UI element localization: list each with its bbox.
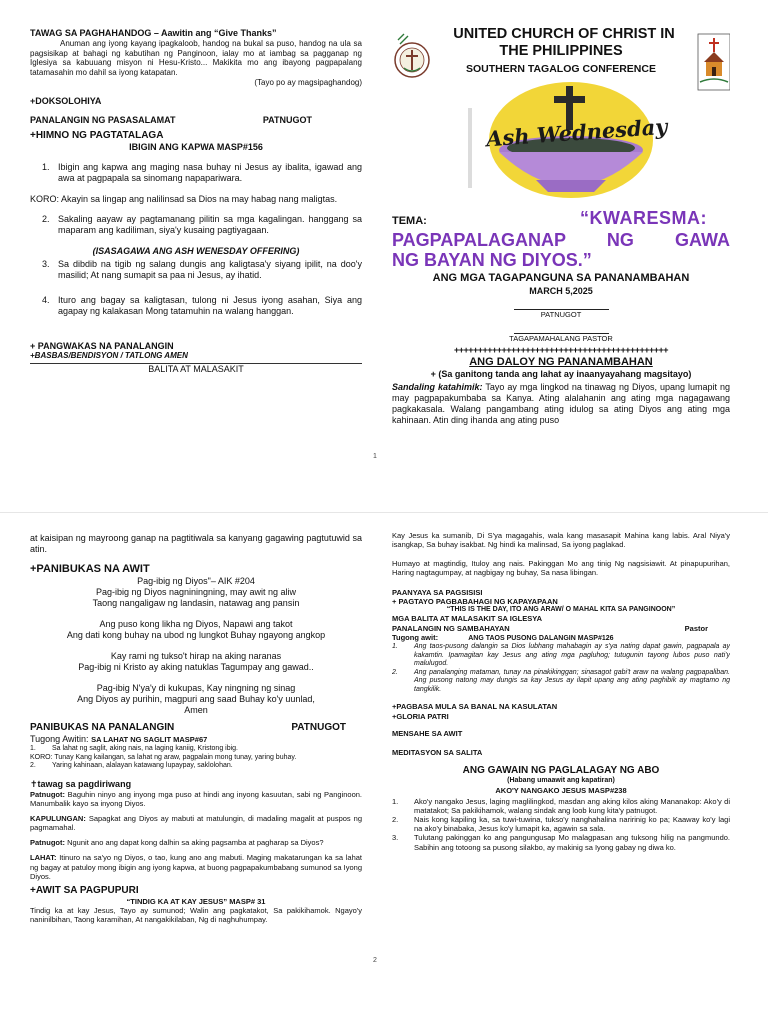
tawag-pagdiriwang-heading: ✝tawag sa pagdiriwang xyxy=(30,778,132,789)
litany-patnugot-1: Patnugot: Baguhin ninyo ang inyong mga puso at hindi ang inyong kasuutan, sabi ng Panginoon. Manumbalik kayo sa inyong Diyos. xyxy=(30,789,362,808)
opening-song-title: Pag-ibig ng Diyos"– AIK #204 xyxy=(137,576,255,587)
page1-left-column xyxy=(30,28,362,408)
habang-umaawit: (Habang umaawit ang kapatiran) xyxy=(507,777,615,785)
pagbasa-heading: +PAGBASA MULA SA BANAL NA KASULATAN xyxy=(392,702,558,712)
lyric-spacer xyxy=(30,641,362,651)
opening-song-lyrics xyxy=(30,587,362,716)
lyric-line: Ang puso kong likha ng Diyos, Napawi ang takot xyxy=(99,619,293,630)
katahimik-label: Sandaling katahimik: xyxy=(392,381,483,392)
lyric-line: Kay rami ng tukso't hirap na aking naranas xyxy=(110,651,282,662)
church-name-line2: THE PHILIPPINES xyxy=(499,43,623,60)
himno-verse-2: 2. Sakaling aayaw ay pagtamanang pilitin sa mga kagalingan. hanggang sa maparam ang kadiliman, siya'y kusaing pagtiyagaan. xyxy=(42,213,362,235)
panibukas-panalangin-label: PANIBUKAS NA PANALANGIN xyxy=(30,722,175,734)
akoy-verse-2: 2. Nais kong kapiling ka, sa tuwi-tuwina, tukso'y nanghahalina naririnig ko pa; Kaaway ko'y lagi na ako'y binabaka, Jesus ko'y lumapit ka, agawin sa sala. xyxy=(392,815,730,834)
tugong-koro: KORO: Tunay Kang kailangan, sa lahat ng araw, pagpalain mong tunay, yaring buhay. xyxy=(30,753,297,761)
church-seal-logo xyxy=(394,28,430,92)
lyric-spacer xyxy=(30,673,362,683)
lyric-line: Pag-ibig ni Kristo ay aking natuklas Tagumpay ang gawad.. xyxy=(78,662,314,673)
offering-note: (ISASAGAWA ANG ASH WENESDAY OFFERING) xyxy=(92,245,300,256)
litany-lahat: LAHAT: Itinuro na sa'yo ng Diyos, o tao, kung ano ang mabuti. Maging makatarungan ka sa lahat ng bagay at patuloy mong ibigin ang iyong kapwa, at buong pagpapakumbabang sumunod sa Iyong Diyos. xyxy=(30,853,362,881)
lyric-line: Ang Diyos ay purihin, magpuri ang saad Buhay ko'y uunlad, xyxy=(77,694,315,705)
tugong-awitin-row xyxy=(30,734,362,745)
katahimik-paragraph xyxy=(392,382,730,426)
panalangin-sambahayan-row xyxy=(392,624,730,633)
tawag-paghahandog-note: (Tayo po ay magsipaghandog) xyxy=(254,77,362,87)
basbas-bendisyon: +BASBAS/BENDISYON / TATLONG AMEN xyxy=(30,351,188,361)
page-number-2: 2 xyxy=(373,957,377,964)
himno-verse-3: 3. Sa dibdib na tigib ng salang dungis ang kaligtasa'y siyang ipilit, na doo'y masilid; At nang sumapit sa paa ni Jesus, ay ihatid. xyxy=(42,258,362,280)
tagapanguna-heading: ANG MGA TAGAPANGUNA SA PANANAMBAHAN xyxy=(432,271,690,284)
church-name-line1: UNITED CHURCH OF CHRIST IN xyxy=(453,26,675,42)
mga-balita: MGA BALITA AT MALASAKIT SA IGLESYA xyxy=(392,614,542,624)
patnugot-label: PATNUGOT xyxy=(540,310,582,320)
lyric-line: Taong nangaligaw ng landasin, natawag ang pansin xyxy=(92,598,300,609)
akoy-verse-3: 3. Tulutang pakinggan ko ang pangungusap Mo malagpasan ang tuksong hilig na pangmundo. Sabihin ang totoong sa pusong silakbo, ay makinig sa Iyong gabay ng diwa ko. xyxy=(392,833,730,852)
mensahe-awit: MENSAHE SA AWIT xyxy=(392,728,463,738)
katahimik-continued: at kaisipan ng mayroong ganap na pagtitiwala sa kanyang gagawing pagtutuwid sa atin. xyxy=(30,533,362,554)
tugong-awitin-song: SA LAHAT NG SAGLIT MASP#67 xyxy=(91,735,208,745)
page1-right-column xyxy=(392,26,730,456)
page2-right-column xyxy=(392,531,730,951)
stand-sign-note: + (Sa ganitong tanda ang lahat ay inaanyayahang magsitayo) xyxy=(430,368,692,379)
page2-left-column xyxy=(30,533,362,953)
ash-wednesday-artwork xyxy=(446,80,676,200)
panalangin-sambahayan-label: PANALANGIN NG SAMBAHAYAN xyxy=(392,623,510,633)
paanyaya-pagsisisi: PAANYAYA SA PAGSISISI xyxy=(392,587,483,597)
himno-koro: KORO: Akayin sa lingap ang nalilinsad sa Dios na may habag nang maligtas. xyxy=(30,193,338,204)
service-date: MARCH 5,2025 xyxy=(529,286,593,297)
panalangin-pasasalamat-label: PANALANGIN NG PASASALAMAT xyxy=(30,114,176,125)
akoy-nangako-title: AKO'Y NANGAKO JESUS MASP#238 xyxy=(495,785,627,795)
panibukas-panalangin-row xyxy=(30,722,362,734)
church-seal-icon xyxy=(394,28,430,92)
humayo-verse: Humayo at magtindig, Ituloy ang nais. Pakinggan Mo ang tinig Ng nagsisiawit. At pinapupurihan, Haring nagtagumpay, at nagbigay ng buhay, Sa nasa libingan. xyxy=(392,559,730,578)
awit-pagpupuri-heading: +AWIT SA PAGPUPURI xyxy=(30,884,139,896)
daloy-heading: ANG DALOY NG PANANAMBAHAN xyxy=(469,355,653,368)
pagtayo-kapayapaan: + PAGTAYO PAGBABAHAGI NG KAPAYAPAAN xyxy=(392,596,558,606)
himno-verses-b xyxy=(30,214,362,236)
himno-verses-c xyxy=(30,259,362,317)
tugong-verse-1: 1. Sa lahat ng saglit, aking nais, na laging kaniig, Kristong ibig. xyxy=(30,745,239,753)
lyric-line: Pag-ibig ng Diyos nagniningning, may awit ng aliw xyxy=(95,587,297,598)
doksolohiya-heading: +DOKSOLOHIYA xyxy=(30,95,102,106)
panibukas-awit-heading: +PANIBUKAS NA AWIT xyxy=(30,562,150,575)
tugong-awit-row xyxy=(392,633,730,644)
prayer-song-verse-1: 1. Ang taos-pusong dalangin sa Dios lubhang mahabagin ay s'ya nating dapat gawin, pagpapala ay kakamtin. Ipamagitan kay Jesus ang ating mga pagluhog; tutugunin tayong lubos puso nati'y malulugod. xyxy=(392,643,730,668)
lyric-spacer xyxy=(30,609,362,619)
himno-pagtatalaga-heading: +HIMNO NG PAGTATALAGA xyxy=(30,129,164,141)
himno-verses-a xyxy=(30,162,362,184)
gloria-patri: +GLORIA PATRI xyxy=(392,711,449,721)
katahimik-body: Tayo ay mga lingkod na tinawag ng Diyos, upang lumapit ng may pagpapakumbaba sa Kanya. Ating alalahanin ang ating mga nagagawang pagkakasala. Walang pangambang ating idulog sa ating Diyos ang ating mga kahinaan. Atin ding ihanda ang ating puso xyxy=(392,381,730,425)
tema-row xyxy=(392,208,730,230)
panalangin-leader: PATNUGOT xyxy=(262,114,312,125)
panalangin-pasasalamat-row xyxy=(30,115,362,126)
tema-line3: NG BAYAN NG DIYOS.” xyxy=(392,250,592,271)
tugong-awit-song: ANG TAOS PUSONG DALANGIN MASP#126 xyxy=(468,634,614,642)
this-is-the-day: “THIS IS THE DAY, ITO ANG ARAW/ O MAHAL KITA SA PANGINOON” xyxy=(446,605,676,613)
page-number-1: 1 xyxy=(373,453,377,460)
tugong-verse-2: 2. Yaring kahinaan, alalayan katawang lupaypay, saklolohan. xyxy=(30,762,233,770)
bulletin-page-2 xyxy=(0,512,768,1024)
conference-logo xyxy=(696,32,730,92)
balita-malasakit: BALITA AT MALASAKIT xyxy=(148,364,244,375)
conference-church-icon xyxy=(696,32,730,92)
tema-label: TEMA: xyxy=(392,214,427,227)
lyric-line: Ang dati kong buhay na ubod ng lungkot Buhay ngayong angkop xyxy=(66,630,326,641)
tindig-continued: Kay Jesus ka sumanib, Di S'ya magagahis, wala kang masasapit Mahina kang labis. Aral Niya'y isangkap, Sa buhay isakbat. Ng hindi ka malinsad, Sa iyong paglakad. xyxy=(392,531,730,550)
pastor-label-2: Pastor xyxy=(684,623,708,633)
litany-patnugot-2: Patnugot: Ngunit ano ang dapat kong dalhin sa aking pagsamba at pagharap sa Diyos? xyxy=(30,838,324,848)
prayer-song-verse-2: 2. Ang panalanging mataman, tunay na pinakikinggan; sinasagot gabi't araw na walang pagpapaliban. Ang pusong natong may dungis sa kay Jesus ay ilapit upang ang ating paghibik ay magtamo ng tangkilik. xyxy=(392,668,730,693)
himno-verse-1: 1. Ibigin ang kapwa ang maging nasa buhay ni Jesus ay ibalita, igawad ang awa at pagpapala sa sinomang napapariwara. xyxy=(42,161,362,183)
pangwakas-panalangin: + PANGWAKAS NA PANALANGIN xyxy=(30,340,174,351)
conference-name: SOUTHERN TAGALOG CONFERENCE xyxy=(466,62,656,75)
panibukas-panalangin-leader: PATNUGOT xyxy=(291,722,346,734)
tindig-song-title: “TINDIG KA AT KAY JESUS” MASP# 31 xyxy=(126,897,266,907)
tawag-paghahandog-body: Anuman ang iyong kayang ipagkaloob, handog na bukal sa puso, handog na ula sa pagsisikap at bahagi ng kabutihan ng Panginoon, ialay mo at iambag sa pagganap ng Iglesiya sa kabuuang misyon ni Hesu-Kristo... Makikita mo ang ibayong pagpapalang tatamasahin mo dahil sa iyong katapatan. xyxy=(30,38,362,78)
plus-divider: +++++++++++++++++++++++++++++++++++++++++++++ xyxy=(453,344,668,355)
tawag-paghahandog-title: TAWAG SA PAGHAHANDOG – Aawitin ang “Give Thanks” xyxy=(30,28,277,38)
meditasyon-salita: MEDITASYON SA SALITA xyxy=(392,747,483,757)
akoy-verse-1: 1. Ako'y nangako Jesus, laging maglilingkod, masdan ang aking kilos aking Mananakop: Ako'y di matatakot; Sa pakikihamok, walang sindak ang loob kung kita'y patnugot. xyxy=(392,796,730,815)
lyric-line: Amen xyxy=(184,705,208,716)
gawain-abo-heading: ANG GAWAIN NG PAGLALAGAY NG ABO xyxy=(462,764,660,776)
tema-line2: PAGPAPALAGANAP NG GAWA xyxy=(392,229,730,250)
pastor-label: TAGAPAMAHALANG PASTOR xyxy=(509,334,613,344)
himno-subtitle: IBIGIN ANG KAPWA MASP#156 xyxy=(129,141,263,152)
tugong-awit-label: Tugong awit: xyxy=(392,632,439,642)
tugong-awitin-label: Tugong Awitin: xyxy=(30,734,89,745)
ash-wednesday-label: Ash Wednesday xyxy=(485,113,669,151)
litany-kapulungan: KAPULUNGAN: Sapagkat ang Diyos ay mabuti at matulungin, di madaling magalit at puspos ng pagmamahal. xyxy=(30,814,362,833)
tema-line1: “KWARESMA: xyxy=(580,207,707,228)
tindig-song-lyrics: Tindig ka at kay Jesus, Tayo ay sumunod; Walin ang pagkatakot, Sa pakikihamok. Ngayo'y naninilbihan, Taong karamihan, At nangakikilaban, Ng di naghuhumpay. xyxy=(30,906,362,925)
lyric-line: Pag-ibig N'ya'y di kukupas, Kay ningning ng sinag xyxy=(96,683,296,694)
himno-verse-4: 4. Ituro ang bagay sa kaligtasan, tulong ni Jesus iyong asahan, Siya ang agapay ng kalakasan Mong tatamuhin na walang hanggan. xyxy=(42,294,362,316)
